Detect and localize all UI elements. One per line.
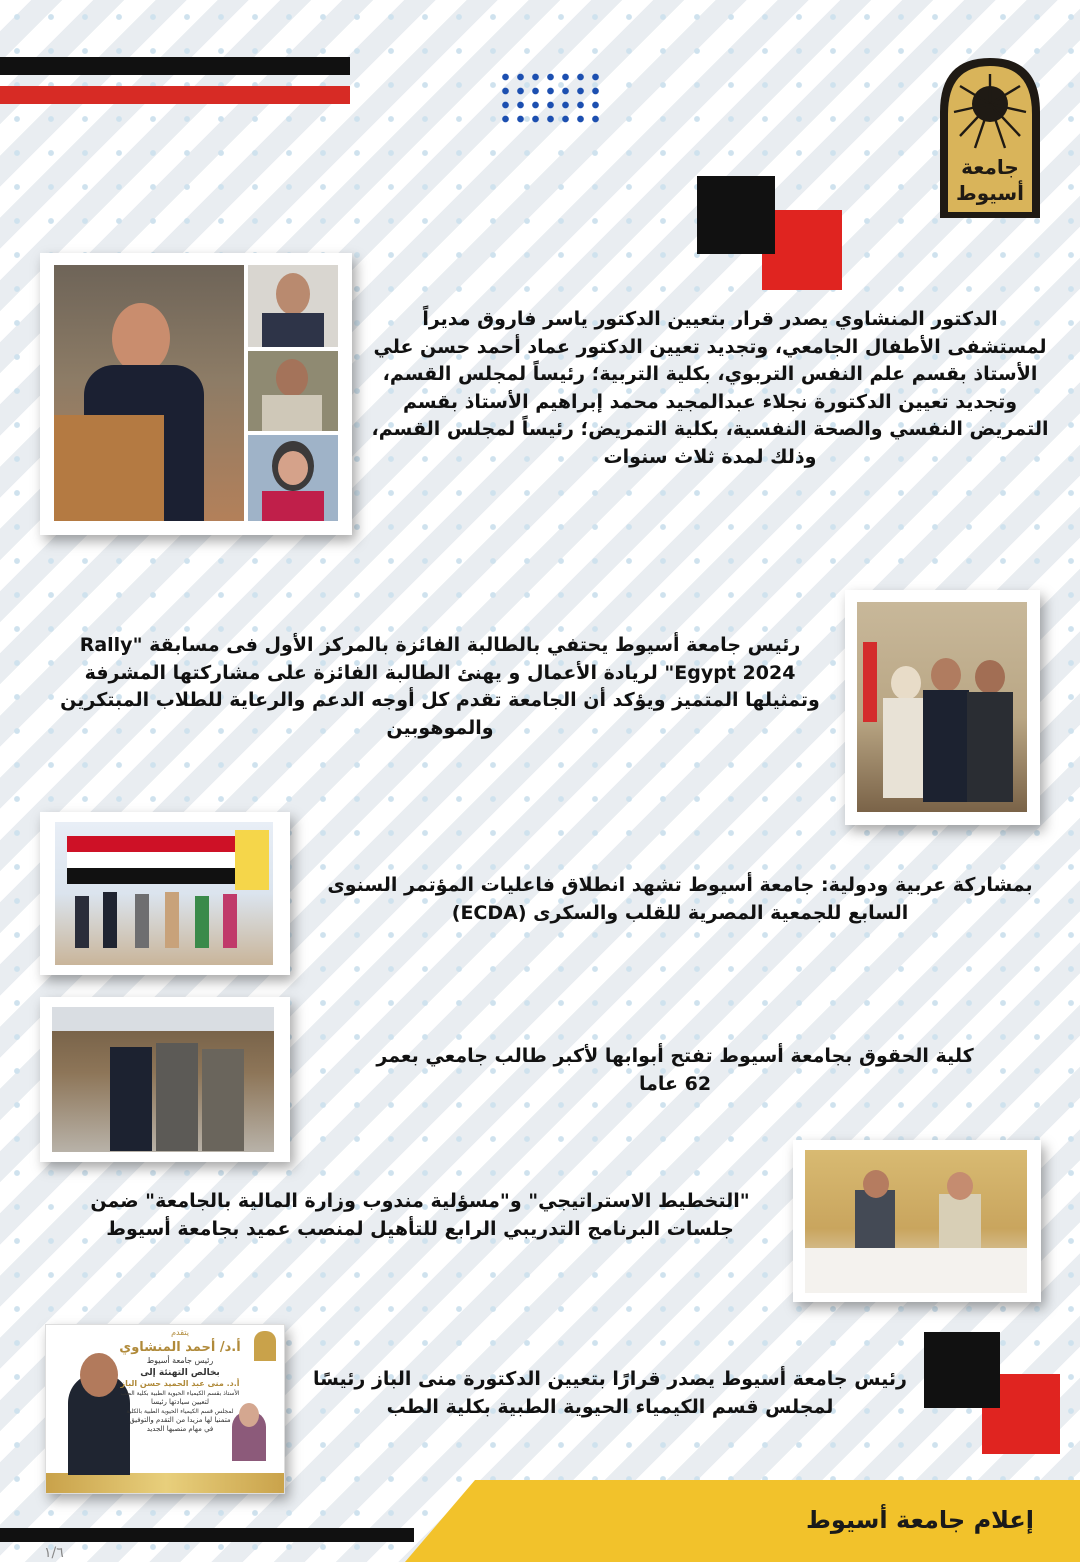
news6-congrats-card[interactable]: [45, 1324, 285, 1494]
footer-title: إعلام جامعة أسيوط: [805, 1506, 1034, 1534]
portrait-3: [248, 435, 338, 521]
top-black-stripe: [0, 57, 350, 75]
training-photo: [805, 1150, 1027, 1293]
news2-photo[interactable]: [845, 590, 1040, 825]
news4-photo[interactable]: [40, 997, 290, 1162]
news1-headline[interactable]: الدكتور المنشاوي يصدر قرار بتعيين الدكتور ياسر فاروق مديراً لمستشفى الأطفال الجامعي، وتجديد تعيين الدكتور عماد أحمد حسن علي الأستاذ بقسم علم النفس التربوي، بكلية التربية؛ رئيساً لمجلس القسم، وتجديد تعيين الدكتورة نجلاء عبدالمجيد محمد إبراهيم الأستاذ بقسم التمريض النفسي والصحة النفسية، بكلية التمريض؛ رئيساً لمجلس القسم، وذلك لمدة ثلاث سنوات: [371, 308, 1049, 468]
news5-photo[interactable]: [793, 1140, 1041, 1302]
decor-square-black-1: [697, 176, 775, 254]
speaker-photo: [54, 265, 244, 521]
card-line-7: لتعيين سيادتها رئيسا: [151, 1398, 209, 1407]
news2-headline[interactable]: رئيس جامعة أسيوط يحتفي بالطالبة الفائزة بالمركز الأول فى مسابقة "Rally Egypt 2024" لريادة الأعمال و يهنئ الطالبة الفائزة على مشاركتها المشرفة وتمثيلها المتميز ويؤكد أن الجامعة تقدم كل أوجه الدعم والرعاية للطلاب المبتكرين والموهوبين: [60, 634, 820, 739]
card-logo-icon: [254, 1331, 276, 1361]
portrait-2: [248, 351, 338, 431]
footer-black-stripe: [0, 1528, 414, 1542]
law-faculty-photo: [52, 1007, 274, 1152]
card-line-8: لمجلس قسم الكيمياء الحيوية الطبية بالكلية: [126, 1407, 234, 1415]
top-red-stripe: [0, 86, 350, 104]
news6-headline[interactable]: رئيس جامعة أسيوط يصدر قرارًا بتعيين الدكتورة منى الباز رئيسًا لمجلس قسم الكيمياء الحيوية الطبية بكلية الطب: [313, 1368, 907, 1418]
card-line-1: يتقدم: [171, 1328, 189, 1337]
card-line-4: بخالص التهنئة إلى: [140, 1368, 220, 1379]
award-photo: [857, 602, 1027, 812]
card-line-10: في مهام منصبها الجديد: [146, 1425, 214, 1434]
logo-text-1: جامعة: [961, 155, 1019, 179]
news3-photo[interactable]: [40, 812, 290, 975]
page-number: ١/٦: [44, 1545, 64, 1561]
card-line-9: متمنيا لها مزيدا من التقدم والتوفيق: [129, 1415, 231, 1424]
news5-headline[interactable]: "التخطيط الاستراتيجي" و"مسؤلية مندوب وزارة المالية بالجامعة" ضمن جلسات البرنامج التدريبي الرابع للتأهيل لمنصب عميد بجامعة أسيوط: [90, 1190, 750, 1240]
card-line-5: أ.د. منى عبد الحميد حسن الباز: [120, 1379, 240, 1389]
card-line-2: أ.د/ أحمد المنشاوي: [119, 1339, 241, 1355]
decorative-dots: [498, 70, 604, 126]
university-logo: [930, 52, 1050, 218]
news3-headline[interactable]: بمشاركة عربية ودولية: جامعة أسيوط تشهد انطلاق فاعليات المؤتمر السنوى السابع للجمعية المصرية للقلب والسكرى (ECDA): [327, 874, 1033, 924]
decor-square-black-2: [924, 1332, 1000, 1408]
news1-photo-collage[interactable]: [40, 253, 352, 535]
news4-headline[interactable]: كلية الحقوق بجامعة أسيوط تفتح أبوابها لأكبر طالب جامعي بعمر 62 عاما: [376, 1045, 974, 1095]
logo-text-2: أسيوط: [956, 181, 1024, 205]
portrait-1: [248, 265, 338, 347]
card-line-3: رئيس جامعة أسيوط: [146, 1356, 214, 1366]
conference-photo: [55, 822, 273, 965]
card-line-6: الأستاذ بقسم الكيمياء الحيوية الطبية بكلية الطب: [120, 1390, 240, 1398]
